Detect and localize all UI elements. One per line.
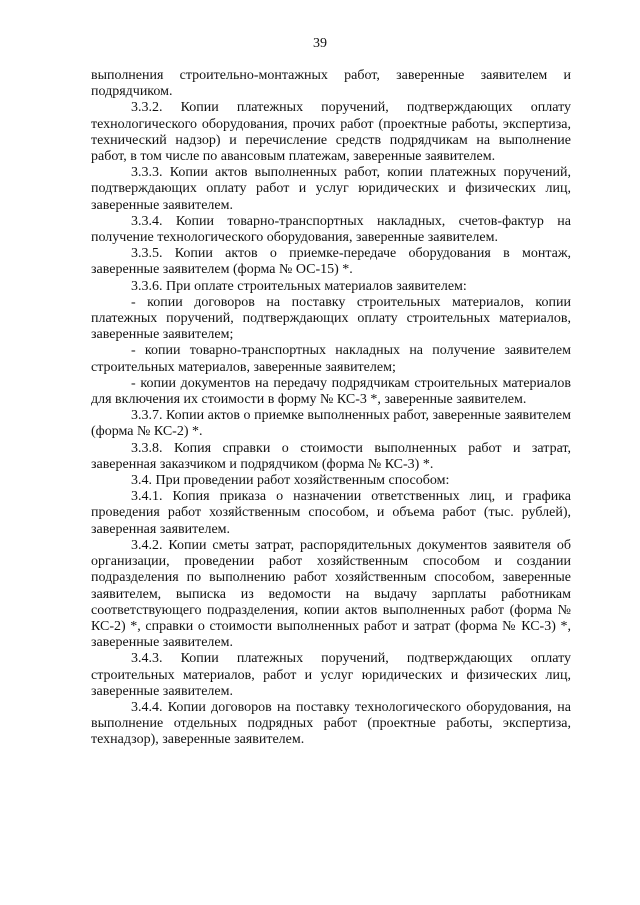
paragraph-3-4-1: 3.4.1. Копия приказа о назначении ответственных лиц, и графика проведения работ хозяйственным способом, и объема работ (тыс. рублей), заверенная заявителем. <box>91 489 571 537</box>
list-item-waybills: - копии товарно-транспортных накладных на получение заявителем строительных материалов, заверенные заявителем; <box>91 343 571 375</box>
paragraph-3-3-8: 3.3.8. Копия справки о стоимости выполненных работ и затрат, заверенная заказчиком и подрядчиком (форма № КС-3) *. <box>91 440 571 472</box>
paragraph-continuation: выполнения строительно-монтажных работ, заверенные заявителем и подрядчиком. <box>91 68 571 100</box>
paragraph-3-3-5: 3.3.5. Копии актов о приемке-передаче оборудования в монтаж, заверенные заявителем (форма № ОС-15) *. <box>91 246 571 278</box>
list-item-contracts: - копии договоров на поставку строительных материалов, копии платежных поручений, подтверждающих оплату строительных материалов, заверенные заявителем; <box>91 294 571 343</box>
paragraph-3-3-4: 3.3.4. Копии товарно-транспортных накладных, счетов-фактур на получение технологического оборудования, заверенные заявителем. <box>91 213 571 246</box>
document-body <box>91 68 571 749</box>
paragraph-3-3-2: 3.3.2. Копии платежных поручений, подтверждающих оплату технологического оборудования, прочих работ (проектные работы, экспертиза, технический надзор) и перечисление средств подрядчикам на выполнение работ, в том числе по авансовым платежам, заверенные заявителем. <box>91 100 571 165</box>
paragraph-3-3-3: 3.3.3. Копии актов выполненных работ, копии платежных поручений, подтверждающих оплату работ и услуг юридических и физических лиц, заверенные заявителем. <box>91 165 571 213</box>
list-item-transfer-docs: - копии документов на передачу подрядчикам строительных материалов для включения их стоимости в форму № КС-3 *, заверенные заявителем. <box>91 375 571 408</box>
paragraph-3-4-2: 3.4.2. Копии сметы затрат, распорядительных документов заявителя об организации, проведении работ хозяйственным способом и создании подразделения по выполнению работ хозяйственным способом, заверенные заявителем, выписка из ведомости на выдачу зарплаты работникам соответствующего подразделения, копии актов выполненных работ (форма № КС-2) *, справки о стоимости выполненных работ и затрат (форма № КС-3) *, заверенные заявителем. <box>91 537 571 651</box>
page-number: 39 <box>313 36 327 51</box>
paragraph-3-4: 3.4. При проведении работ хозяйственным способом: <box>131 473 450 489</box>
paragraph-3-3-7: 3.3.7. Копии актов о приемке выполненных работ, заверенные заявителем (форма № КС-2) *. <box>91 408 571 440</box>
paragraph-3-4-3: 3.4.3. Копии платежных поручений, подтверждающих оплату строительных материалов, работ и услуг юридических и физических лиц, заверенные заявителем. <box>91 651 571 699</box>
paragraph-3-3-6: 3.3.6. При оплате строительных материалов заявителем: <box>131 278 467 294</box>
paragraph-3-4-4: 3.4.4. Копии договоров на поставку технологического оборудования, на выполнение отдельных подрядных работ (проектные работы, экспертиза, технадзор), заверенные заявителем. <box>91 699 571 748</box>
